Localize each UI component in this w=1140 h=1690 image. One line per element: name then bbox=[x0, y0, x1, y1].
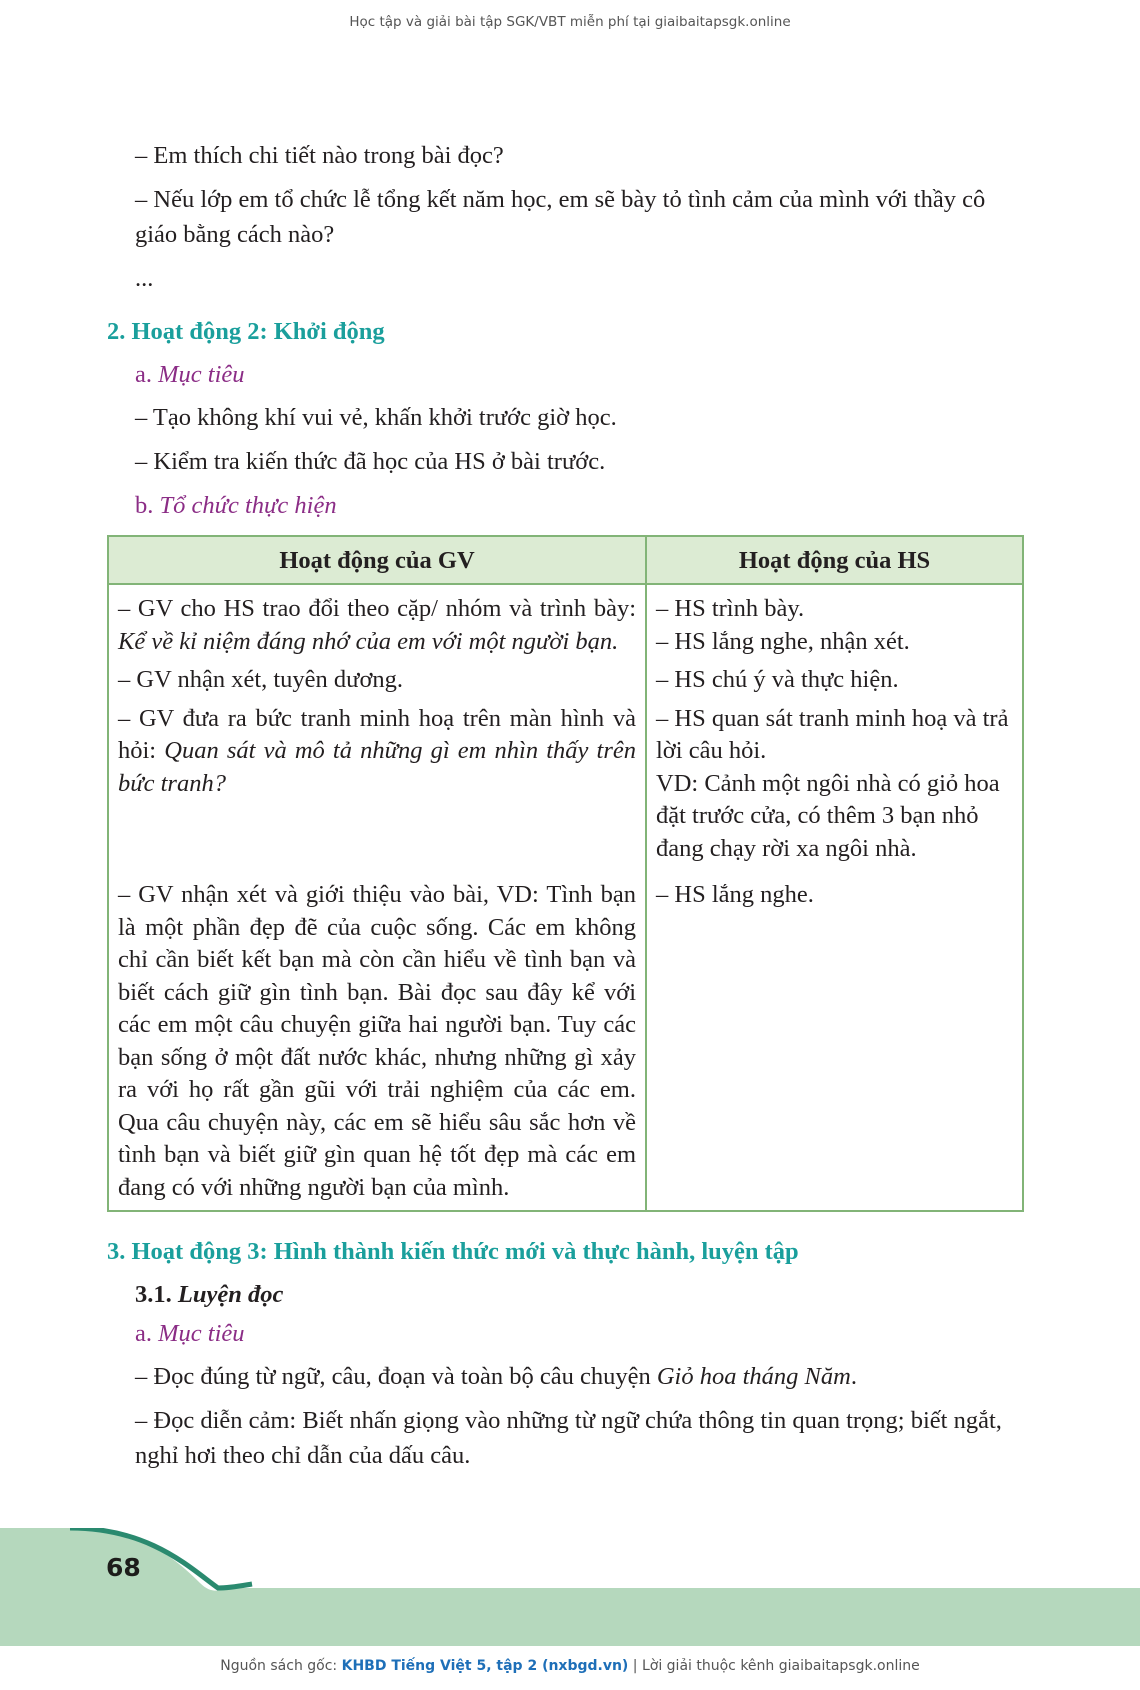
hs-line: – HS trình bày. bbox=[656, 595, 805, 622]
section-3-1-title bbox=[135, 1277, 1022, 1312]
subsection-title: Luyện đọc bbox=[177, 1281, 284, 1308]
table-row bbox=[108, 658, 1023, 697]
gv-cell bbox=[108, 697, 646, 866]
hs-line: – HS chú ý và thực hiện. bbox=[656, 666, 899, 693]
org-label-text: Tổ chức thực hiện bbox=[159, 492, 337, 519]
subsection-number: 3.1. bbox=[135, 1281, 172, 1308]
footer-suffix: Lời giải thuộc kênh giaibaitapsgk.online bbox=[641, 1658, 920, 1674]
gv-text: – GV nhận xét, tuyên dương. bbox=[118, 666, 404, 693]
table-row bbox=[108, 697, 1023, 866]
hs-cell bbox=[646, 584, 1023, 658]
gv-cell bbox=[108, 865, 646, 1211]
goal-label-text: Mục tiêu bbox=[158, 361, 245, 388]
gv-text: – GV nhận xét và giới thiệu vào bài, VD: Tình bạn là một phần đẹp đẽ của cuộc sống. Các em không chỉ cần biết kết bạn mà còn cần hiểu về tình bạn và biết cách giữ gìn tình bạn. Bài đọc sau đây kể với các em một câu chuyện giữa hai người bạn. Tuy các bạn sống ở một đất nước khác, nhưng những gì xảy ra với họ rất gần gũi với trải nghiệm của các em. Qua câu chuyện này, các em sẽ hiểu sâu sắc hơn về tình bạn và biết giữ gìn quan hệ tốt đẹp mà các em đang có với những người bạn của mình. bbox=[118, 881, 636, 1201]
column-header-hs: Hoạt động của HS bbox=[646, 536, 1023, 584]
gv-italic-text: Kể về kỉ niệm đáng nhớ của em với một người bạn. bbox=[118, 627, 619, 655]
hs-cell bbox=[646, 865, 1023, 1211]
goal-text: – Đọc đúng từ ngữ, câu, đoạn và toàn bộ câu chuyện bbox=[135, 1363, 657, 1390]
section-3-goal-1 bbox=[135, 1359, 1022, 1394]
page-content bbox=[107, 138, 1022, 1482]
hs-cell bbox=[646, 697, 1023, 866]
page-number: 68 bbox=[106, 1553, 141, 1582]
section-2-goal-label bbox=[135, 357, 1022, 392]
gv-cell bbox=[108, 584, 646, 658]
section-3-goal-label bbox=[135, 1316, 1022, 1351]
goal-letter: a. bbox=[135, 361, 152, 388]
page-header-note: Học tập và giải bài tập SGK/VBT miễn phí tại giaibaitapsgk.online bbox=[349, 14, 791, 30]
hs-cell bbox=[646, 658, 1023, 697]
table-row bbox=[108, 584, 1023, 658]
gv-cell bbox=[108, 658, 646, 697]
footer-separator: | bbox=[628, 1658, 642, 1674]
section-3-heading: 3. Hoạt động 3: Hình thành kiến thức mới và thực hành, luyện tập bbox=[107, 1238, 799, 1265]
table-row bbox=[108, 865, 1023, 1211]
activity-table bbox=[107, 535, 1024, 1212]
goal-text-end: . bbox=[850, 1363, 857, 1390]
intro-question-1: – Em thích chi tiết nào trong bài đọc? bbox=[135, 142, 504, 169]
footer-prefix: Nguồn sách gốc: bbox=[220, 1658, 342, 1674]
goal-label-text: Mục tiêu bbox=[158, 1320, 245, 1347]
section-2-goal-2: – Kiểm tra kiến thức đã học của HS ở bài trước. bbox=[135, 448, 606, 475]
footer-wave-band bbox=[0, 1528, 1140, 1646]
gv-text: – GV cho HS trao đổi theo cặp/ nhóm và trình bày: bbox=[118, 595, 636, 622]
footer-source-link[interactable]: KHBD Tiếng Việt 5, tập 2 (nxbgd.vn) bbox=[341, 1658, 629, 1674]
org-letter: b. bbox=[135, 492, 154, 519]
hs-line: VD: Cảnh một ngôi nhà có giỏ hoa đặt trước cửa, có thêm 3 bạn nhỏ đang chạy rời xa ngôi nhà. bbox=[656, 769, 1000, 862]
hs-line: – HS quan sát tranh minh hoạ và trả lời câu hỏi. bbox=[656, 704, 1009, 764]
intro-question-2: – Nếu lớp em tổ chức lễ tổng kết năm học, em sẽ bày tỏ tình cảm của mình với thầy cô giáo bằng cách nào? bbox=[135, 186, 986, 248]
page-footer-note bbox=[0, 1658, 1140, 1674]
section-2-org-label bbox=[135, 488, 1022, 523]
column-header-gv: Hoạt động của GV bbox=[108, 536, 646, 584]
gv-italic-text: Quan sát và mô tả những gì em nhìn thấy trên bức tranh? bbox=[118, 737, 636, 797]
gv-text: – GV đưa ra bức tranh minh hoạ trên màn hình và hỏi: bbox=[118, 704, 636, 764]
hs-line: – HS lắng nghe. bbox=[656, 881, 814, 908]
section-3-goal-2: – Đọc diễn cảm: Biết nhấn giọng vào những từ ngữ chứa thông tin quan trọng; biết ngắt, nghỉ hơi theo chỉ dẫn của dấu câu. bbox=[135, 1407, 1002, 1469]
section-2-heading: 2. Hoạt động 2: Khởi động bbox=[107, 318, 385, 345]
table-header-row bbox=[108, 536, 1023, 584]
section-2-goal-1: – Tạo không khí vui vẻ, khấn khởi trước giờ học. bbox=[135, 404, 617, 431]
story-title: Giỏ hoa tháng Năm bbox=[656, 1363, 851, 1390]
intro-ellipsis: ... bbox=[135, 265, 154, 292]
goal-letter: a. bbox=[135, 1320, 152, 1347]
hs-line: – HS lắng nghe, nhận xét. bbox=[656, 627, 910, 655]
